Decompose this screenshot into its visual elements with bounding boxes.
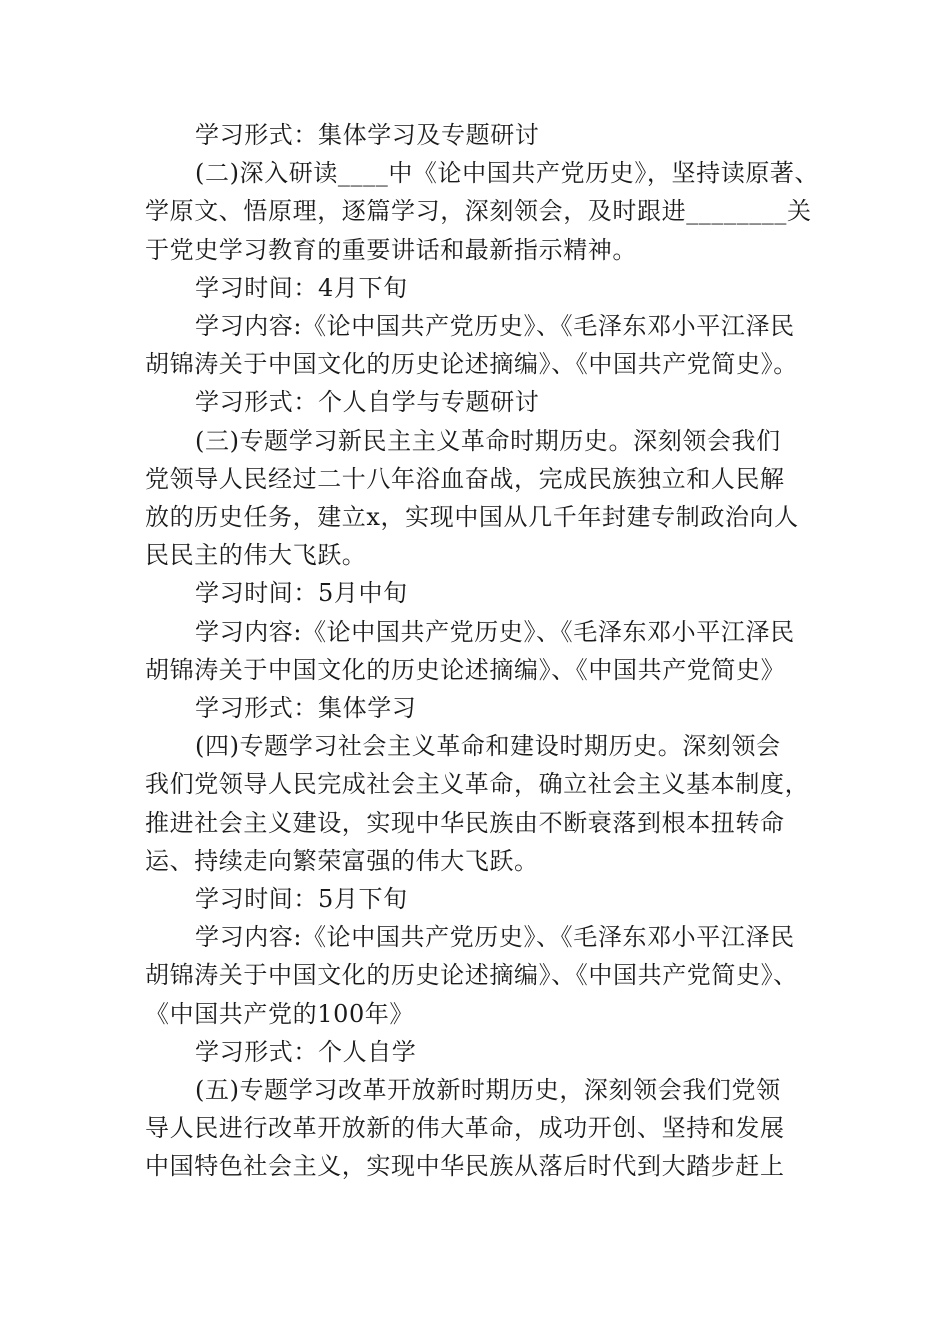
text-line: 中国特色社会主义，实现中华民族从落后时代到大踏步赶上: [145, 1152, 785, 1181]
paragraph: [145, 689, 810, 727]
paragraph: [145, 1033, 810, 1071]
text-line: 学习内容:《论中国共产党历史》、《毛泽东邓小平江泽民: [195, 923, 795, 952]
paragraph: [145, 727, 810, 880]
paragraph: [145, 613, 810, 689]
text-line: 学原文、悟原理，逐篇学习，深刻领会，及时跟进________关: [145, 197, 812, 226]
text-line: (四)专题学习社会主义革命和建设时期历史。深刻领会: [195, 732, 781, 761]
text-line: 学习时间：5月下旬: [195, 885, 408, 914]
text-line: 《中国共产党的100年》: [145, 999, 415, 1028]
text-line: 放的历史任务，建立x，实现中国从几千年封建专制政治向人: [145, 503, 799, 532]
paragraph: [145, 269, 810, 307]
text-line: 学习形式：集体学习: [195, 694, 417, 723]
text-line: 学习时间：5月中旬: [195, 579, 408, 608]
text-line: 党领导人民经过二十八年浴血奋战，完成民族独立和人民解: [145, 464, 785, 493]
text-line: 推进社会主义建设，实现中华民族由不断衰落到根本扭转命: [145, 808, 785, 837]
document-body: [145, 116, 820, 1186]
paragraph: [145, 116, 810, 154]
text-line: 民民主的伟大飞跃。: [145, 541, 367, 570]
text-line: 学习形式：个人自学: [195, 1037, 417, 1066]
text-line: 学习形式：个人自学与专题研讨: [195, 388, 540, 417]
text-line: 学习内容:《论中国共产党历史》、《毛泽东邓小平江泽民: [195, 312, 795, 341]
paragraph: [145, 880, 810, 918]
text-line: 胡锦涛关于中国文化的历史论述摘编》、《中国共产党简史》。: [145, 350, 798, 379]
text-line: (五)专题学习改革开放新时期历史，深刻领会我们党领: [195, 1076, 781, 1105]
text-line: 胡锦涛关于中国文化的历史论述摘编》、《中国共产党简史》、: [145, 961, 798, 990]
text-line: 于党史学习教育的重要讲话和最新指示精神。: [145, 235, 637, 264]
text-line: 我们党领导人民完成社会主义革命，确立社会主义基本制度，: [145, 770, 810, 799]
text-line: 导人民进行改革开放新的伟大革命，成功开创、坚持和发展: [145, 1114, 785, 1143]
text-line: (三)专题学习新民主主义革命时期历史。深刻领会我们: [195, 426, 781, 455]
paragraph: [145, 154, 820, 269]
text-line: 学习形式：集体学习及专题研讨: [195, 121, 540, 149]
paragraph: [145, 383, 810, 421]
paragraph: [145, 422, 810, 575]
paragraph: [145, 574, 810, 612]
text-line: 胡锦涛关于中国文化的历史论述摘编》、《中国共产党简史》: [145, 655, 786, 684]
paragraph: [145, 307, 810, 383]
text-line: 运、持续走向繁荣富强的伟大飞跃。: [145, 846, 539, 875]
text-line: (二)深入研读____中《论中国共产党历史》，坚持读原著、: [195, 159, 820, 188]
text-line: 学习内容:《论中国共产党历史》、《毛泽东邓小平江泽民: [195, 617, 795, 646]
paragraph: [145, 1071, 810, 1186]
paragraph: [145, 918, 810, 1033]
text-line: 学习时间：4月下旬: [195, 273, 408, 302]
